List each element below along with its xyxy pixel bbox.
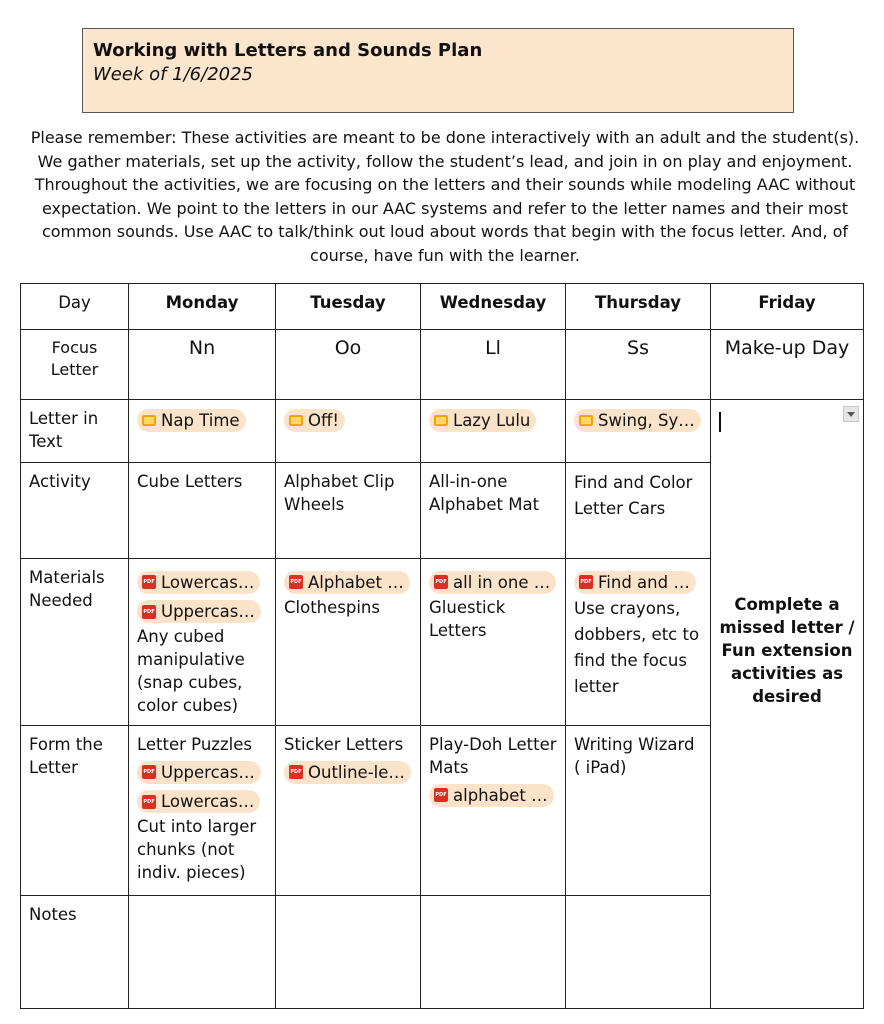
day-thursday: Thursday [566, 284, 711, 330]
materials-monday [129, 559, 276, 726]
materials-monday-text: Any cubed manipulative (snap cubes, color cubes) [137, 627, 245, 715]
focus-friday: Make-up Day [711, 330, 864, 400]
chip-label: Uppercas… [161, 762, 255, 782]
chip-label: Lazy Lulu [453, 411, 531, 430]
pdf-file-icon: PDF [142, 605, 156, 619]
form-monday [129, 726, 276, 896]
file-chip[interactable] [137, 409, 246, 432]
file-chip[interactable] [429, 409, 536, 432]
form-tuesday-text: Sticker Letters [284, 735, 404, 754]
materials-thursday-text: Use crayons, dobbers, etc to find the focus letter [574, 598, 700, 696]
day-label: Day [21, 284, 129, 330]
notes-thursday[interactable] [566, 896, 711, 1009]
file-chip[interactable] [137, 571, 260, 594]
pdf-file-icon: PDF [142, 575, 156, 589]
file-chip[interactable] [429, 784, 554, 807]
pdf-file-icon: PDF [289, 765, 303, 779]
focus-thursday: Ss [566, 330, 711, 400]
plan-week: Week of 1/6/2025 [93, 64, 254, 85]
file-chip[interactable] [137, 600, 261, 623]
materials-label: Materials Needed [21, 559, 129, 726]
chip-label: Find and … [598, 572, 690, 592]
letter-in-text-monday [129, 400, 276, 463]
form-letter-label: Form the Letter [21, 726, 129, 896]
google-slides-icon [142, 415, 156, 426]
pdf-file-icon: PDF [142, 795, 156, 809]
focus-letter-row [21, 330, 864, 400]
notes-wednesday[interactable] [421, 896, 566, 1009]
form-tuesday [276, 726, 421, 896]
form-wednesday [421, 726, 566, 896]
chip-label: Nap Time [161, 411, 240, 430]
text-cursor [719, 412, 721, 432]
activity-thursday: Find and Color Letter Cars [566, 463, 711, 559]
google-slides-icon [289, 415, 303, 426]
file-chip[interactable] [137, 761, 261, 784]
chip-label: Uppercas… [161, 602, 255, 621]
chip-label: Off! [308, 411, 339, 430]
dropdown-arrow-icon[interactable] [843, 406, 859, 422]
google-slides-icon [579, 415, 593, 426]
focus-monday: Nn [129, 330, 276, 400]
form-thursday: Writing Wizard ( iPad) [566, 726, 711, 896]
day-row [21, 284, 864, 330]
file-chip[interactable] [137, 790, 260, 813]
file-chip[interactable] [284, 761, 411, 784]
weekly-plan-table [20, 283, 864, 1009]
chip-label: Swing, Sy… [598, 411, 695, 430]
chip-label: Lowercas… [161, 572, 255, 592]
focus-letter-label: Focus Letter [21, 330, 129, 400]
letter-in-text-thursday [566, 400, 711, 463]
friday-cell[interactable] [711, 400, 864, 1009]
plan-title: Working with Letters and Sounds Plan [93, 40, 483, 61]
pdf-file-icon: PDF [289, 575, 303, 589]
notes-tuesday[interactable] [276, 896, 421, 1009]
pdf-file-icon: PDF [434, 575, 448, 589]
file-chip[interactable] [284, 571, 410, 594]
focus-tuesday: Oo [276, 330, 421, 400]
day-wednesday: Wednesday [421, 284, 566, 330]
friday-description: Complete a missed letter / Fun extension activities as desired [719, 595, 855, 706]
form-monday-text2: Cut into larger chunks (not indiv. pieces) [137, 817, 257, 882]
materials-tuesday [276, 559, 421, 726]
file-chip[interactable] [574, 409, 701, 432]
intro-paragraph: Please remember: These activities are meant to be done interactively with an adult and the student(s). We gather materials, set up the activity, follow the student’s lead, and join in on play and enjoyment. Throughout the activities, we are focusing on the letters and their sounds while modeling AAC without expectation. We point to the letters in our AAC systems and refer to the letter names and their most common sounds. Use AAC to talk/think out loud about words that begin with the focus letter. And, of course, have fun with the learner. [30, 128, 860, 265]
day-friday: Friday [711, 284, 864, 330]
chip-label: all in one … [453, 572, 551, 592]
materials-tuesday-text: Clothespins [284, 597, 380, 617]
file-chip[interactable] [284, 409, 345, 432]
letter-in-text-wednesday [421, 400, 566, 463]
materials-thursday [566, 559, 711, 726]
pdf-file-icon: PDF [142, 765, 156, 779]
plan-header [82, 28, 794, 113]
activity-monday: Cube Letters [129, 463, 276, 559]
materials-wednesday [421, 559, 566, 726]
notes-label: Notes [21, 896, 129, 1009]
activity-label: Activity [21, 463, 129, 559]
pdf-file-icon: PDF [434, 788, 448, 802]
pdf-file-icon: PDF [579, 575, 593, 589]
notes-monday[interactable] [129, 896, 276, 1009]
activity-wednesday: All-in-one Alphabet Mat [421, 463, 566, 559]
materials-wednesday-text: Gluestick Letters [429, 597, 506, 640]
letter-in-text-tuesday [276, 400, 421, 463]
file-chip[interactable] [574, 571, 696, 594]
form-wednesday-text: Play-Doh Letter Mats [429, 735, 557, 777]
letter-in-text-row [21, 400, 864, 463]
google-slides-icon [434, 415, 448, 426]
activity-tuesday: Alphabet Clip Wheels [276, 463, 421, 559]
day-monday: Monday [129, 284, 276, 330]
chip-label: alphabet … [453, 785, 548, 805]
form-monday-text: Letter Puzzles [137, 735, 252, 754]
letter-in-text-label: Letter in Text [21, 400, 129, 463]
chip-label: Outline-le… [308, 762, 405, 782]
chip-label: Alphabet … [308, 572, 404, 592]
day-tuesday: Tuesday [276, 284, 421, 330]
file-chip[interactable] [429, 571, 556, 594]
focus-wednesday: Ll [421, 330, 566, 400]
chip-label: Lowercas… [161, 792, 255, 811]
